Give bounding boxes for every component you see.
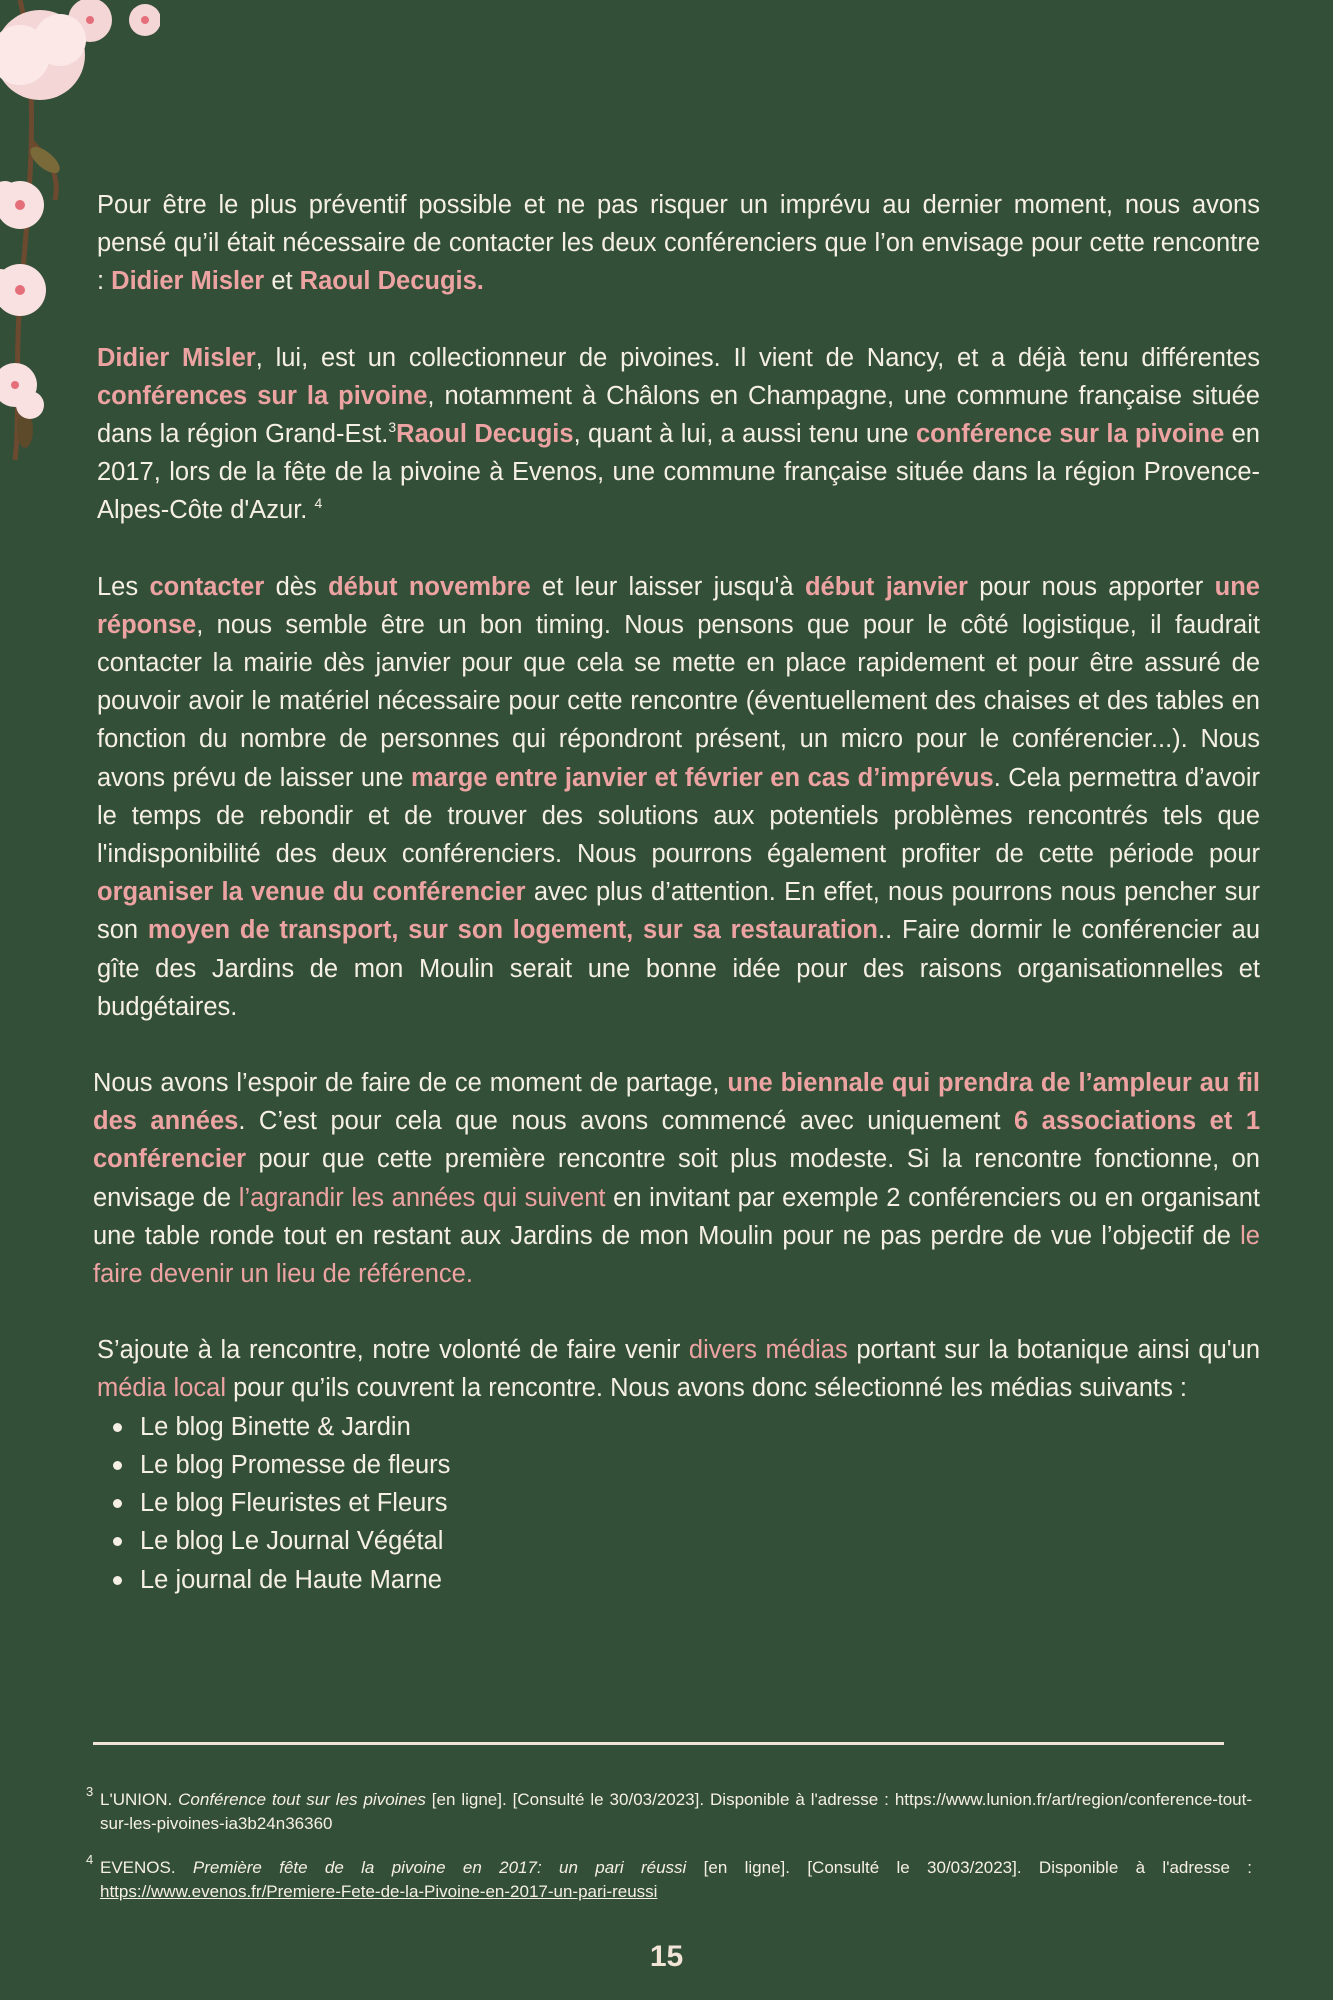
list-item: Le blog Binette & Jardin xyxy=(97,1408,1260,1446)
footnote xyxy=(86,1852,1252,1904)
paragraph-contact-speakers xyxy=(97,186,1260,301)
highlight: média local xyxy=(97,1374,226,1403)
highlight: début novembre xyxy=(328,572,531,601)
text: , quant à lui, a aussi tenu une xyxy=(573,420,916,449)
paragraph-timing xyxy=(97,568,1260,1026)
text: Nous avons l’espoir de faire de ce moment de partage, xyxy=(93,1069,728,1098)
highlight: début janvier xyxy=(804,572,968,601)
text: pour qu’ils couvrent la rencontre. Nous avons donc sélectionné les médias suivants : xyxy=(225,1374,1188,1403)
text: dès xyxy=(264,572,329,601)
text: , notamment à Châlons en Champagne, une commune française située dans la région Grand-Est. xyxy=(97,381,1260,449)
footnote-text: [en ligne]. [Consulté le 30/03/2023]. Disponible à l'adresse : xyxy=(686,1858,1252,1877)
text: en invitant par exemple 2 conférenciers ou en organisant une table ronde tout en restant aux Jardins de mon Moulin pour ne pas perdre de vue l’objectif de xyxy=(93,1183,1261,1250)
text: portant sur la botanique ainsi qu'un xyxy=(847,1336,1261,1365)
footnote-title: Conférence tout sur les pivoines xyxy=(178,1790,426,1809)
text: Les xyxy=(97,572,150,601)
text: , lui, est un collectionneur de pivoines. Il vient de Nancy, et a déjà tenu différentes xyxy=(255,343,1260,372)
paragraph-speakers xyxy=(97,339,1260,530)
highlight: le faire devenir un lieu de référence. xyxy=(93,1221,1260,1289)
highlight: 6 associations et 1 conférencier xyxy=(93,1107,1261,1174)
text: et leur laisser jusqu'à xyxy=(530,572,805,601)
text: avec plus d’attention. En effet, nous pourrons nous pencher sur son xyxy=(97,878,1260,945)
list-item: Le blog Fleuristes et Fleurs xyxy=(97,1484,1260,1522)
text: . C’est pour cela que nous avons commencé avec uniquement xyxy=(238,1107,1014,1136)
highlight: Didier Misler xyxy=(111,267,265,296)
footnote-ref: 4 xyxy=(314,495,323,512)
text: en 2017, lors de la fête de la pivoine à Evenos, une commune française située dans la région Provence-Alpes-Côte d'Azur. xyxy=(97,420,1260,525)
highlight: organiser la venue du conférencier xyxy=(97,878,526,907)
footnote-divider xyxy=(93,1742,1224,1745)
highlight: une réponse xyxy=(97,572,1260,639)
text: Pour être le plus préventif possible et ne pas risquer un imprévu au dernier moment, nous avons pensé qu’il était nécessaire de contacter les deux conférenciers que l’on envisage pour cette rencontre : xyxy=(97,191,1260,296)
paragraph-media xyxy=(97,1331,1260,1407)
footnote-source: EVENOS. xyxy=(100,1858,193,1877)
footnote-link[interactable]: https://www.evenos.fr/Premiere-Fete-de-la-Pivoine-en-2017-un-pari-reussi xyxy=(100,1882,658,1901)
highlight: conférences sur la pivoine xyxy=(97,381,428,410)
text: .. Faire dormir le conférencier au gîte des Jardins de mon Moulin serait une bonne idée pour des raisons organisationnelles et budgétaires. xyxy=(97,916,1261,1021)
footnote-ref: 3 xyxy=(388,419,397,436)
highlight: Raoul Decugis xyxy=(396,420,574,449)
highlight: une biennale qui prendra de l’ampleur au fil des années xyxy=(93,1069,1260,1136)
highlight: divers médias xyxy=(688,1336,848,1365)
highlight: contacter xyxy=(149,572,265,601)
text: S’ajoute à la rencontre, notre volonté de faire venir xyxy=(97,1336,689,1365)
text: pour nous apporter xyxy=(967,572,1215,601)
paragraph-biennial xyxy=(93,1064,1260,1293)
highlight: Didier Misler xyxy=(97,343,256,372)
text: , nous semble être un bon timing. Nous pensons que pour le côté logistique, il faudrait contacter la mairie dès janvier pour que cela se mette en place rapidement et pour être assuré de pouvoir avoir le matériel nécessaire pour cette rencontre (éventuellement des chaises et des tables en fonction du nombre de personnes qui répondront présent, un micro pour le conférencier...). Nous avons prévu de laisser une xyxy=(97,610,1260,792)
footnote-number: 4 xyxy=(86,1852,94,1867)
media-list xyxy=(97,1408,1260,1599)
highlight: Raoul Decugis. xyxy=(299,267,484,296)
footnote-text: [en ligne]. [Consulté le 30/03/2023]. Disponible à l'adresse : https://www.lunion.fr/art/region/conference-tout-sur-les-pivoines-ia3b24n36360 xyxy=(100,1790,1252,1833)
text: . Cela permettra d’avoir le temps de rebondir et de trouver des solutions aux potentiels problèmes rencontrés tels que l'indisponibilité des deux conférenciers. Nous pourrons également profiter de cette période pour xyxy=(97,763,1260,869)
footnote-title: Première fête de la pivoine en 2017: un pari réussi xyxy=(192,1858,687,1877)
footnote-source: L'UNION. xyxy=(100,1790,179,1809)
text: et xyxy=(264,267,300,296)
main-content xyxy=(93,186,1261,1599)
highlight: l’agrandir les années qui suivent xyxy=(238,1183,606,1212)
list-item: Le blog Promesse de fleurs xyxy=(97,1446,1260,1484)
highlight: conférence sur la pivoine xyxy=(915,420,1225,449)
footnotes xyxy=(86,1784,1252,1924)
text: pour que cette première rencontre soit plus modeste. Si la rencontre fonctionne, on envisage de xyxy=(93,1145,1260,1212)
highlight: moyen de transport, sur son logement, sur sa restauration xyxy=(147,916,879,945)
footnote xyxy=(86,1784,1252,1836)
page-number: 15 xyxy=(649,1940,684,1973)
footnote-number: 3 xyxy=(86,1784,94,1799)
list-item: Le journal de Haute Marne xyxy=(97,1561,1260,1599)
list-item: Le blog Le Journal Végétal xyxy=(97,1522,1260,1560)
highlight: marge entre janvier et février en cas d’imprévus xyxy=(411,763,994,792)
